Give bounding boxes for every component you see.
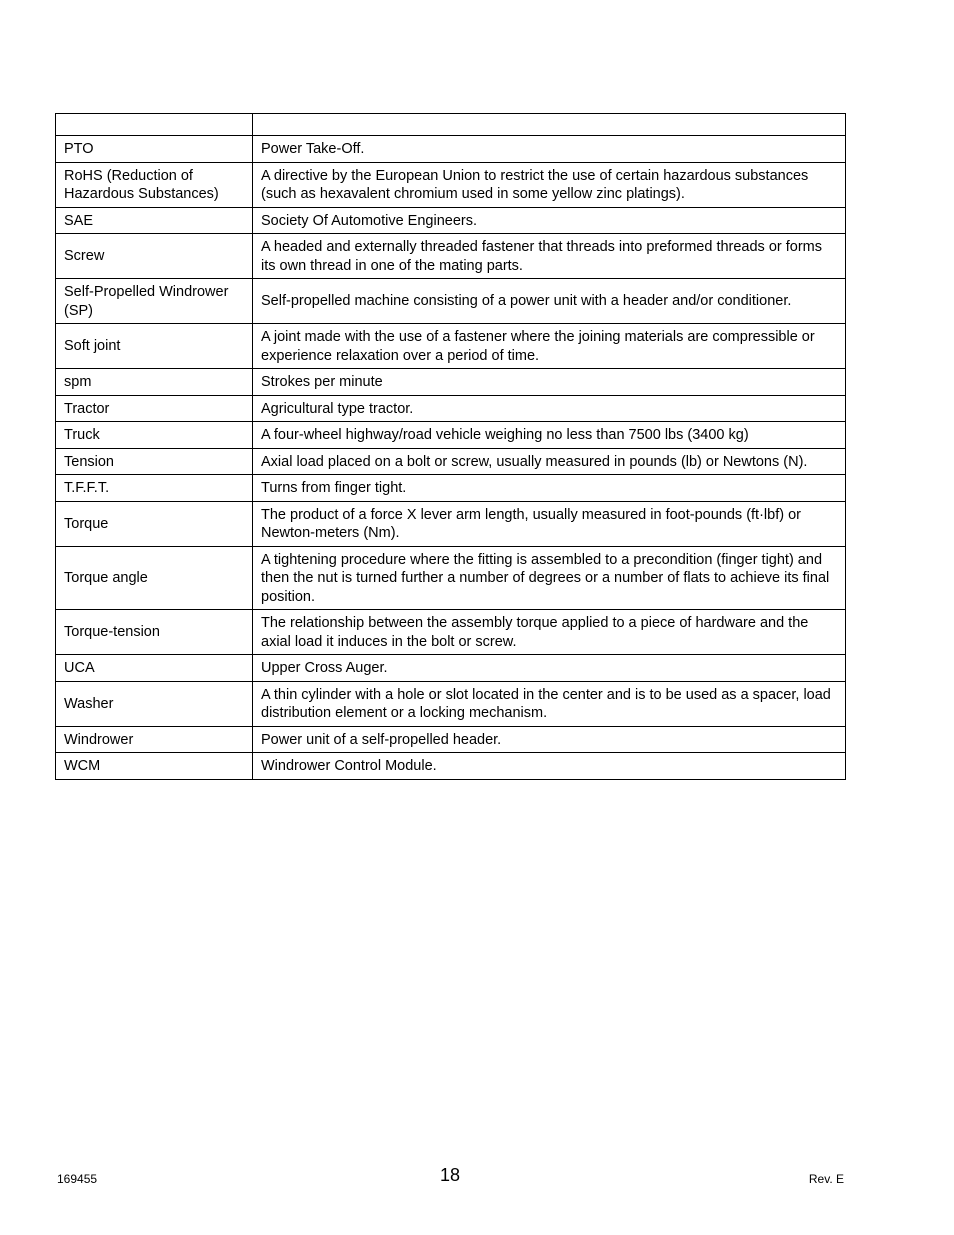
term-cell: SAE	[56, 207, 253, 234]
definition-cell: Agricultural type tractor.	[253, 395, 846, 422]
table-row	[56, 162, 846, 207]
definition-cell: The relationship between the assembly torque applied to a piece of hardware and the axial load it induces in the bolt or screw.	[253, 610, 846, 655]
definition-cell: Axial load placed on a bolt or screw, usually measured in pounds (lb) or Newtons (N).	[253, 448, 846, 475]
term-cell: Torque angle	[56, 546, 253, 610]
term-cell: Tension	[56, 448, 253, 475]
table-row	[56, 279, 846, 324]
term-cell: Washer	[56, 681, 253, 726]
table-header-row	[56, 114, 846, 136]
table-row	[56, 501, 846, 546]
term-cell: T.F.F.T.	[56, 475, 253, 502]
table-row	[56, 448, 846, 475]
term-cell: UCA	[56, 655, 253, 682]
glossary-table	[55, 113, 846, 780]
table-row	[56, 726, 846, 753]
definition-cell: A tightening procedure where the fitting is assembled to a precondition (finger tight) and then the nut is turned further a number of degrees or a number of flats to achieve its final position.	[253, 546, 846, 610]
table-row	[56, 655, 846, 682]
definition-cell: Self-propelled machine consisting of a power unit with a header and/or conditioner.	[253, 279, 846, 324]
page-number: 18	[440, 1165, 461, 1185]
definition-cell: The product of a force X lever arm length, usually measured in foot-pounds (ft·lbf) or Newton-meters (Nm).	[253, 501, 846, 546]
header-definition-cell	[253, 114, 846, 136]
table-row	[56, 610, 846, 655]
definition-cell: Strokes per minute	[253, 369, 846, 396]
term-cell: Torque	[56, 501, 253, 546]
table-row	[56, 546, 846, 610]
definition-cell: Society Of Automotive Engineers.	[253, 207, 846, 234]
table-row	[56, 422, 846, 449]
definition-cell: Power unit of a self-propelled header.	[253, 726, 846, 753]
term-cell: spm	[56, 369, 253, 396]
definition-cell: A directive by the European Union to restrict the use of certain hazardous substances (such as hexavalent chromium used in some yellow zinc platings).	[253, 162, 846, 207]
term-cell: Soft joint	[56, 324, 253, 369]
definition-cell: A headed and externally threaded fastener that threads into preformed threads or forms its own thread in one of the mating parts.	[253, 234, 846, 279]
definition-cell: Upper Cross Auger.	[253, 655, 846, 682]
term-cell: WCM	[56, 753, 253, 780]
definition-cell: A four-wheel highway/road vehicle weighing no less than 7500 lbs (3400 kg)	[253, 422, 846, 449]
table-row	[56, 136, 846, 163]
term-cell: Tractor	[56, 395, 253, 422]
definition-cell: Turns from finger tight.	[253, 475, 846, 502]
term-cell: Truck	[56, 422, 253, 449]
table-row	[56, 207, 846, 234]
table-row	[56, 324, 846, 369]
term-cell: Screw	[56, 234, 253, 279]
table-row	[56, 753, 846, 780]
table-row	[56, 681, 846, 726]
term-cell: Windrower	[56, 726, 253, 753]
term-cell: Torque-tension	[56, 610, 253, 655]
term-cell: RoHS (Reduction of Hazardous Substances)	[56, 162, 253, 207]
revision-label: Rev. E	[808, 1172, 844, 1186]
table-row	[56, 234, 846, 279]
table-row	[56, 395, 846, 422]
table-row	[56, 475, 846, 502]
definition-cell: A thin cylinder with a hole or slot located in the center and is to be used as a spacer, load distribution element or a locking mechanism.	[253, 681, 846, 726]
header-term-cell	[56, 114, 253, 136]
definition-cell: Windrower Control Module.	[253, 753, 846, 780]
definition-cell: A joint made with the use of a fastener where the joining materials are compressible or experience relaxation over a period of time.	[253, 324, 846, 369]
table-row	[56, 369, 846, 396]
term-cell: Self-Propelled Windrower (SP)	[56, 279, 253, 324]
glossary-table-body	[56, 114, 846, 780]
definition-cell: Power Take-Off.	[253, 136, 846, 163]
document-number: 169455	[57, 1172, 98, 1186]
term-cell: PTO	[56, 136, 253, 163]
